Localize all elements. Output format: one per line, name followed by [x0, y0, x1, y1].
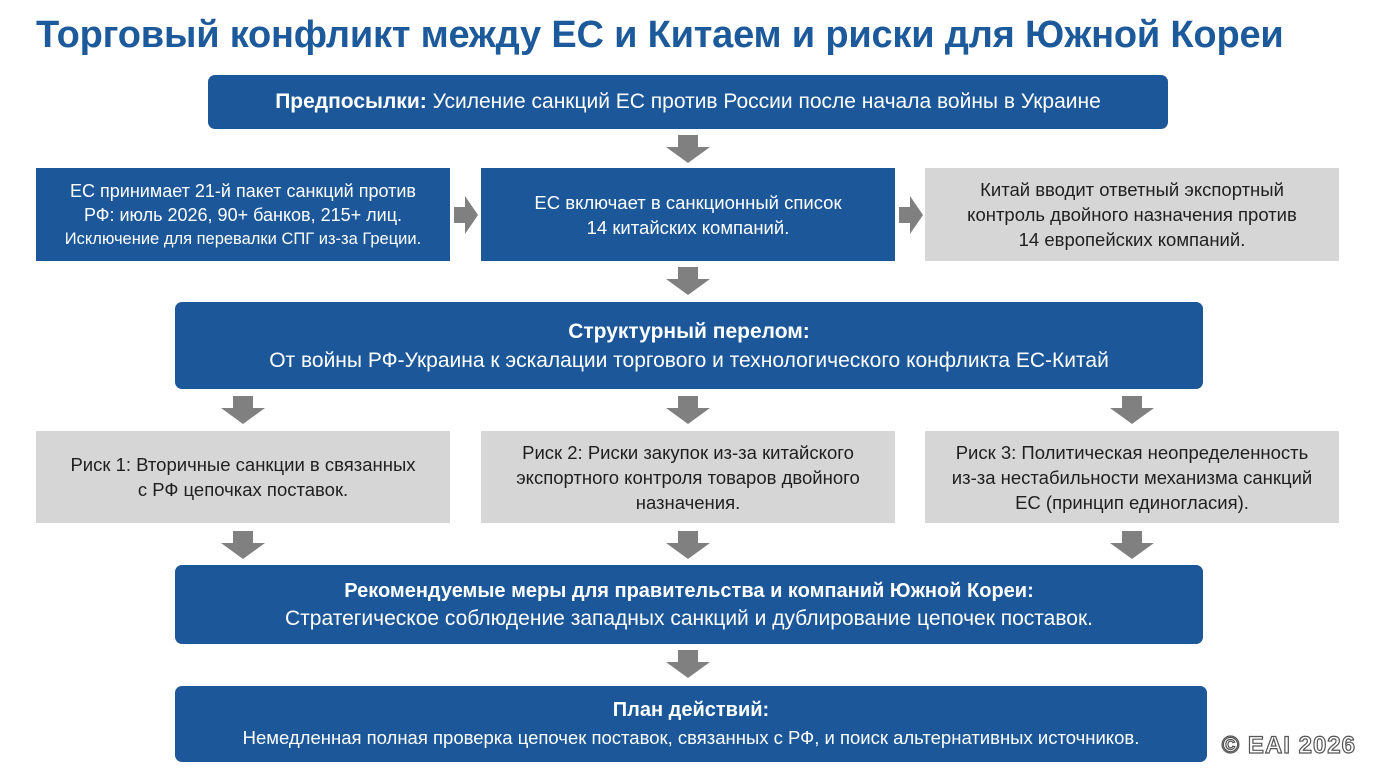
risk-box-1	[36, 431, 450, 523]
arrow-down-icon	[666, 531, 710, 559]
risk-line: Риск 2: Риски закупок из-за китайского	[522, 441, 854, 463]
arrow-down-icon	[666, 650, 710, 678]
risk-line: с РФ цепочках поставок.	[137, 479, 349, 500]
arrow-down-icon	[1110, 531, 1154, 559]
structural-text: От войны РФ-Украина к эскалации торгового и технологического конфликта ЕС-Китай	[269, 348, 1109, 372]
recommendations-box	[175, 565, 1203, 644]
arrow-right-icon	[454, 196, 478, 234]
risk-line: из-за нестабильности механизма санкций	[951, 466, 1313, 488]
structural-break-box	[175, 302, 1203, 389]
recommendations-heading: Рекомендуемые меры для правительства и компаний Южной Кореи:	[344, 579, 1034, 602]
prerequisites-label: Предпосылки:	[275, 90, 427, 113]
chain-line: Исключение для перевалки СПГ из-за Греции.	[64, 229, 422, 248]
action-plan-text: Немедленная полная проверка цепочек поставок, связанных с РФ, и поиск альтернативных источников.	[242, 727, 1140, 748]
arrow-right-icon	[899, 196, 923, 234]
arrow-down-icon	[666, 135, 710, 163]
arrow-down-icon	[1110, 396, 1154, 424]
risk-line: экспортного контроля товаров двойного	[516, 466, 860, 488]
prerequisites-text: Усиление санкций ЕС против России после начала войны в Украине	[426, 90, 1101, 113]
risk-box-3	[925, 431, 1339, 523]
recommendations-text: Стратегическое соблюдение западных санкций и дублирование цепочек поставок.	[285, 606, 1093, 630]
risk-line: назначения.	[635, 491, 741, 513]
copyright-watermark: © EAI 2026	[1221, 732, 1356, 759]
prerequisites-box	[208, 75, 1168, 129]
chain-line: РФ: июль 2026, 90+ банков, 215+ лиц.	[83, 204, 403, 225]
chain-line: ЕС включает в санкционный список	[534, 191, 842, 213]
risk-line: Риск 1: Вторичные санкции в связанных	[70, 454, 416, 475]
risk-box-2	[481, 431, 895, 523]
action-plan-box	[175, 686, 1207, 762]
arrow-down-icon	[666, 267, 710, 295]
structural-heading: Структурный перелом:	[568, 319, 810, 343]
chain-line: 14 европейских компаний.	[1018, 229, 1246, 250]
chain-line: ЕС принимает 21-й пакет санкций против	[70, 180, 416, 201]
arrow-down-icon	[221, 396, 265, 424]
action-plan-heading: План действий:	[612, 699, 770, 721]
page-title: Торговый конфликт между ЕС и Китаем и риски для Южной Кореи	[36, 14, 1284, 56]
chain-box-eu-package	[36, 168, 450, 261]
risk-line: Риск 3: Политическая неопределенность	[955, 441, 1309, 463]
chain-line: Китай вводит ответный экспортный	[980, 179, 1284, 200]
arrow-down-icon	[221, 531, 265, 559]
chain-line: 14 китайских компаний.	[586, 216, 790, 238]
chain-box-china-response	[925, 168, 1339, 261]
risk-line: ЕС (принцип единогласия).	[1015, 491, 1249, 513]
arrow-down-icon	[666, 396, 710, 424]
chain-line: контроль двойного назначения против	[967, 204, 1297, 225]
chain-box-eu-list	[481, 168, 895, 261]
